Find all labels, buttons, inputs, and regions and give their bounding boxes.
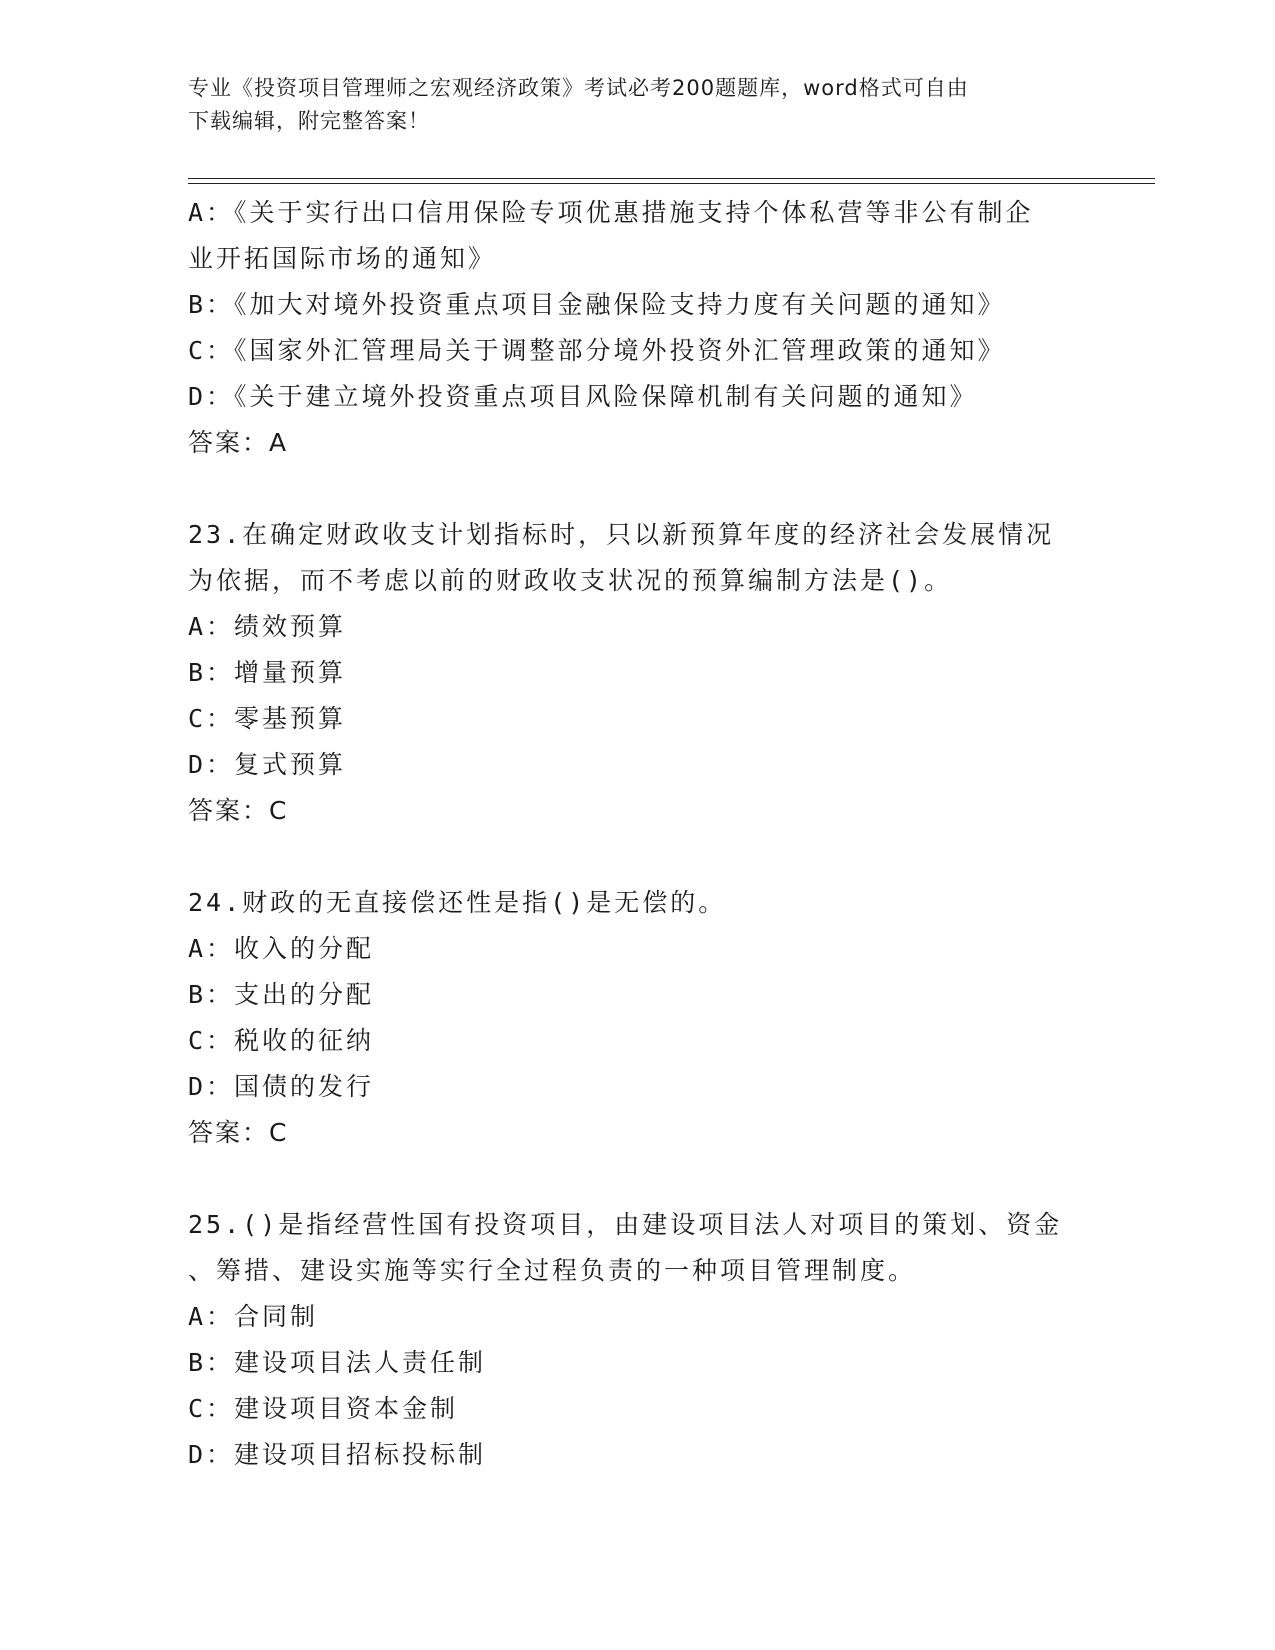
option-b: B：支出的分配 <box>188 980 375 1009</box>
option-d: D：建设项目招标投标制 <box>188 1440 487 1469</box>
option-a: A：绩效预算 <box>188 612 347 641</box>
option-a-line-2: 业开拓国际市场的通知》 <box>188 244 497 273</box>
header-divider-top <box>188 178 1155 179</box>
question-stem-line-2: 为依据，而不考虑以前的财政收支状况的预算编制方法是()。 <box>188 566 953 595</box>
question-stem-line-1: 23.在确定财政收支计划指标时，只以新预算年度的经济社会发展情况 <box>188 520 1055 549</box>
spacer <box>188 834 1088 880</box>
option-a: A：合同制 <box>188 1302 319 1331</box>
option-c: C：税收的征纳 <box>188 1026 375 1055</box>
question-22 <box>188 190 1088 466</box>
answer-label: 答案：C <box>188 1118 289 1147</box>
option-a-line-1: A：《关于实行出口信用保险专项优惠措施支持个体私营等非公有制企 <box>188 198 1034 227</box>
question-stem-line-1: 25.()是指经营性国有投资项目，由建设项目法人对项目的策划、资金 <box>188 1210 1063 1239</box>
header-line-1: 专业《投资项目管理师之宏观经济政策》考试必考200题题库，word格式可自由 <box>188 76 969 100</box>
option-b: B：增量预算 <box>188 658 347 687</box>
question-23 <box>188 512 1088 834</box>
option-b: B：建设项目法人责任制 <box>188 1348 487 1377</box>
option-c: C：《国家外汇管理局关于调整部分境外投资外汇管理政策的通知》 <box>188 336 1006 365</box>
option-c: C：零基预算 <box>188 704 347 733</box>
option-d: D：《关于建立境外投资重点项目风险保障机制有关问题的通知》 <box>188 382 978 411</box>
question-stem: 24.财政的无直接偿还性是指()是无偿的。 <box>188 888 727 917</box>
spacer <box>188 1156 1088 1202</box>
header-line-2: 下载编辑，附完整答案！ <box>188 109 430 133</box>
answer-label: 答案：C <box>188 796 289 825</box>
header-divider-bottom <box>188 183 1155 184</box>
option-c: C：建设项目资本金制 <box>188 1394 459 1423</box>
option-d: D：复式预算 <box>188 750 347 779</box>
spacer <box>188 466 1088 512</box>
option-a: A：收入的分配 <box>188 934 375 963</box>
answer-label: 答案：A <box>188 428 289 457</box>
question-25 <box>188 1202 1088 1478</box>
question-stem-line-2: 、筹措、建设实施等实行全过程负责的一种项目管理制度。 <box>188 1256 917 1285</box>
option-d: D：国债的发行 <box>188 1072 375 1101</box>
question-24 <box>188 880 1088 1156</box>
document-header <box>188 72 1068 138</box>
question-list <box>188 190 1088 1478</box>
option-b: B：《加大对境外投资重点项目金融保险支持力度有关问题的通知》 <box>188 290 1006 319</box>
